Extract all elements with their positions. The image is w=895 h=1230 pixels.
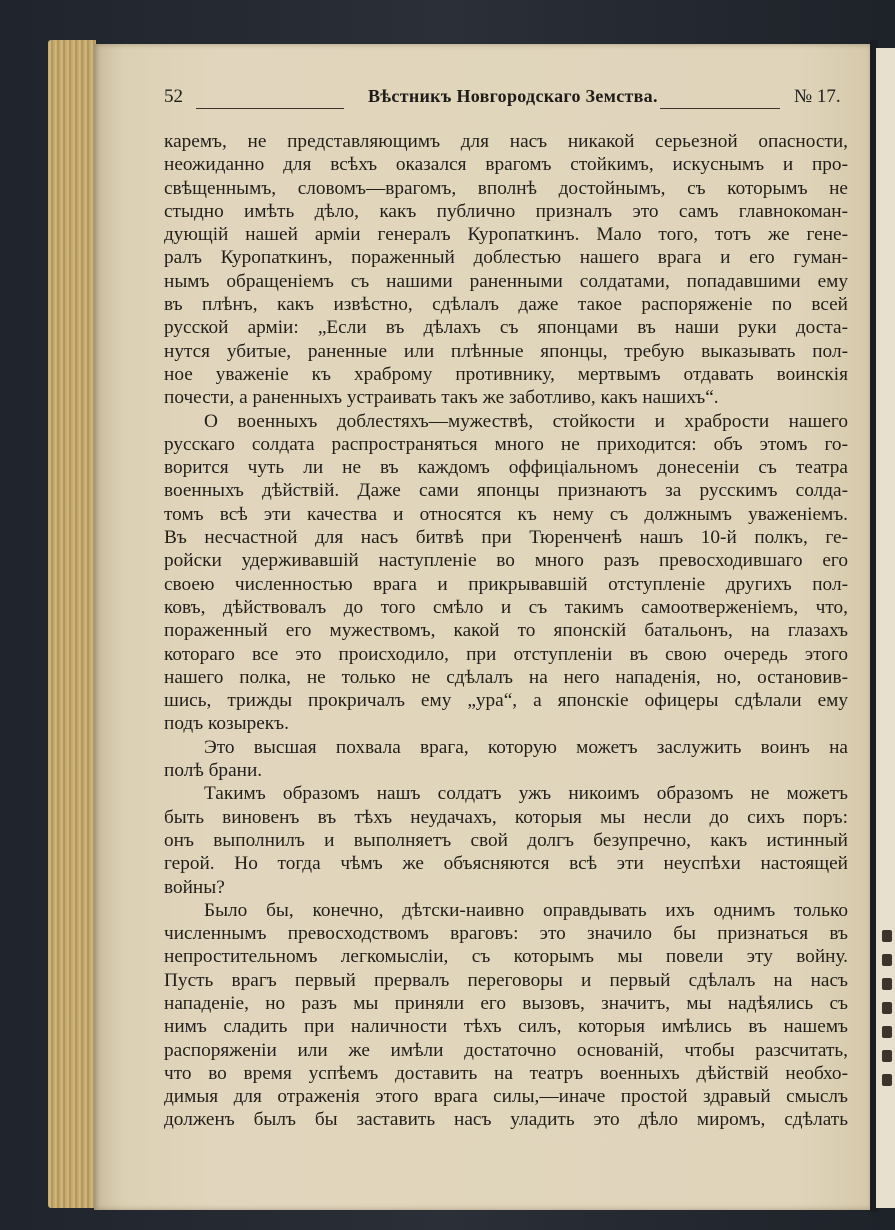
text-line: ворится чуть ли не въ каждомъ оффиціальномъ донесеніи съ театра (164, 457, 848, 479)
text-line: непростительномъ легкомысліи, съ которымъ мы повели эту войну. (164, 946, 848, 968)
next-page-text-fragments (882, 920, 895, 1120)
text-line: что во время успѣемъ доставить на театръ военныхъ дѣйствій необхо- (164, 1062, 848, 1084)
text-line: димыя для отраженія этого врага силы,—иначе простой здравый смыслъ (164, 1086, 848, 1108)
text-line: герой. Но тогда чѣмъ же объясняются всѣ эти неуспѣхи настоящей (164, 853, 848, 875)
header-rule-right (660, 108, 780, 109)
text-line: ралъ Куропаткинъ, пораженный доблестью нашего врага и его гуман- (164, 247, 848, 269)
text-line: Это высшая похвала врага, которую можетъ заслужить воинъ на (204, 736, 848, 758)
article-body (164, 130, 848, 1132)
page-edge-stack (48, 40, 96, 1208)
text-line: войны? (164, 876, 225, 898)
text-line: русской арміи: „Если въ дѣлахъ съ японцами въ наши руки доста- (164, 317, 848, 339)
text-line: ковъ, дѣйствовалъ до того смѣло и съ такимъ самоотверженіемъ, что, (164, 596, 848, 618)
text-line: быть виновенъ въ тѣхъ неудачахъ, которыя мы несли до сихъ поръ: (164, 806, 848, 828)
text-line: нымъ обращеніемъ съ нашими раненными солдатами, попадавшими ему (164, 270, 848, 292)
text-line: нападеніе, но разъ мы приняли его вызовъ, значитъ, мы надѣялись съ (164, 992, 848, 1014)
text-line: ное уваженіе къ храброму противнику, мертвымъ отдавать воинскія (164, 363, 848, 385)
text-line: Пусть врагъ первый прервалъ переговоры и первый сдѣлалъ на насъ (164, 969, 848, 991)
text-line: подъ козырекъ. (164, 713, 289, 735)
text-line: въ плѣнъ, какъ извѣстно, сдѣлалъ даже такое распоряженіе по всей (164, 294, 848, 316)
text-line: Такимъ образомъ нашъ солдатъ ужъ никоимъ образомъ не можетъ (204, 783, 848, 805)
text-line: О военныхъ доблестяхъ—мужествѣ, стойкости и храбрости нашего (204, 410, 848, 432)
header-rule-left (196, 108, 344, 109)
page-number: 52 (164, 86, 183, 107)
text-line: ройски удерживавшій наступленіе во много разъ превосходившаго его (164, 550, 848, 572)
text-line: почести, а раненныхъ устраивать такъ же заботливо, какъ нашихъ“. (164, 387, 719, 409)
text-line: томъ всѣ эти качества и относятся къ нему съ должнымъ уваженіемъ. (164, 503, 848, 525)
text-line: пораженный его мужествомъ, какой то японскій батальонъ, на глазахъ (164, 620, 848, 642)
text-line: Въ несчастной для насъ битвѣ при Тюренченѣ нашъ 10-й полкъ, ге- (164, 527, 848, 549)
text-line: нимъ сладить при наличности тѣхъ силъ, которыя имѣлись въ нашемъ (164, 1016, 848, 1038)
text-line: полѣ брани. (164, 760, 263, 782)
text-line: котораго все это происходило, при отступленіи въ свою очередь этого (164, 643, 848, 665)
text-line: долженъ былъ бы заставить насъ уладить это дѣло миромъ, сдѣлать (164, 1109, 848, 1131)
text-line: распоряженіи или же имѣли достаточно основаній, чтобы разсчитать, (164, 1039, 848, 1061)
text-line: стыдно имѣть дѣло, какъ публично призналъ это самъ главнокоман- (164, 200, 848, 222)
journal-title: Вѣстникъ Новгородскаго Земства. (368, 86, 658, 106)
text-line: своею численностью врага и прикрывавшій отступленіе другихъ пол- (164, 573, 848, 595)
text-line: онъ выполнилъ и выполняетъ свой долгъ безупречно, какъ истинный (164, 829, 848, 851)
text-line: неожиданно для всѣхъ оказался врагомъ стойкимъ, искуснымъ и про- (164, 154, 848, 176)
text-line: нашего полка, не только не сдѣлалъ на него нападенія, но, остановив- (164, 666, 848, 688)
text-line: численнымъ превосходствомъ враговъ: это значило бы признаться въ (164, 923, 848, 945)
text-line: Было бы, конечно, дѣтски-наивно оправдывать ихъ однимъ только (204, 899, 848, 921)
text-line: военныхъ дѣйствій. Даже сами японцы признаютъ за русскимъ солда- (164, 480, 848, 502)
text-line: шись, трижды прокричалъ ему „ура“, а японскіе офицеры сдѣлали ему (164, 690, 848, 712)
text-line: свѣщеннымъ, словомъ—врагомъ, вполнѣ достойнымъ, съ которымъ не (164, 177, 848, 199)
text-line: нутся убитые, раненные или плѣнные японцы, требую выказывать пол- (164, 340, 848, 362)
issue-number: № 17. (794, 86, 841, 107)
text-line: каремъ, не представляющимъ для насъ никакой серьезной опасности, (164, 131, 848, 152)
text-line: русскаго солдата распространяться много не приходится: объ этомъ го- (164, 433, 848, 455)
text-line: дующій нашей арміи генералъ Куропаткинъ. Мало того, тотъ же гене- (164, 224, 848, 246)
